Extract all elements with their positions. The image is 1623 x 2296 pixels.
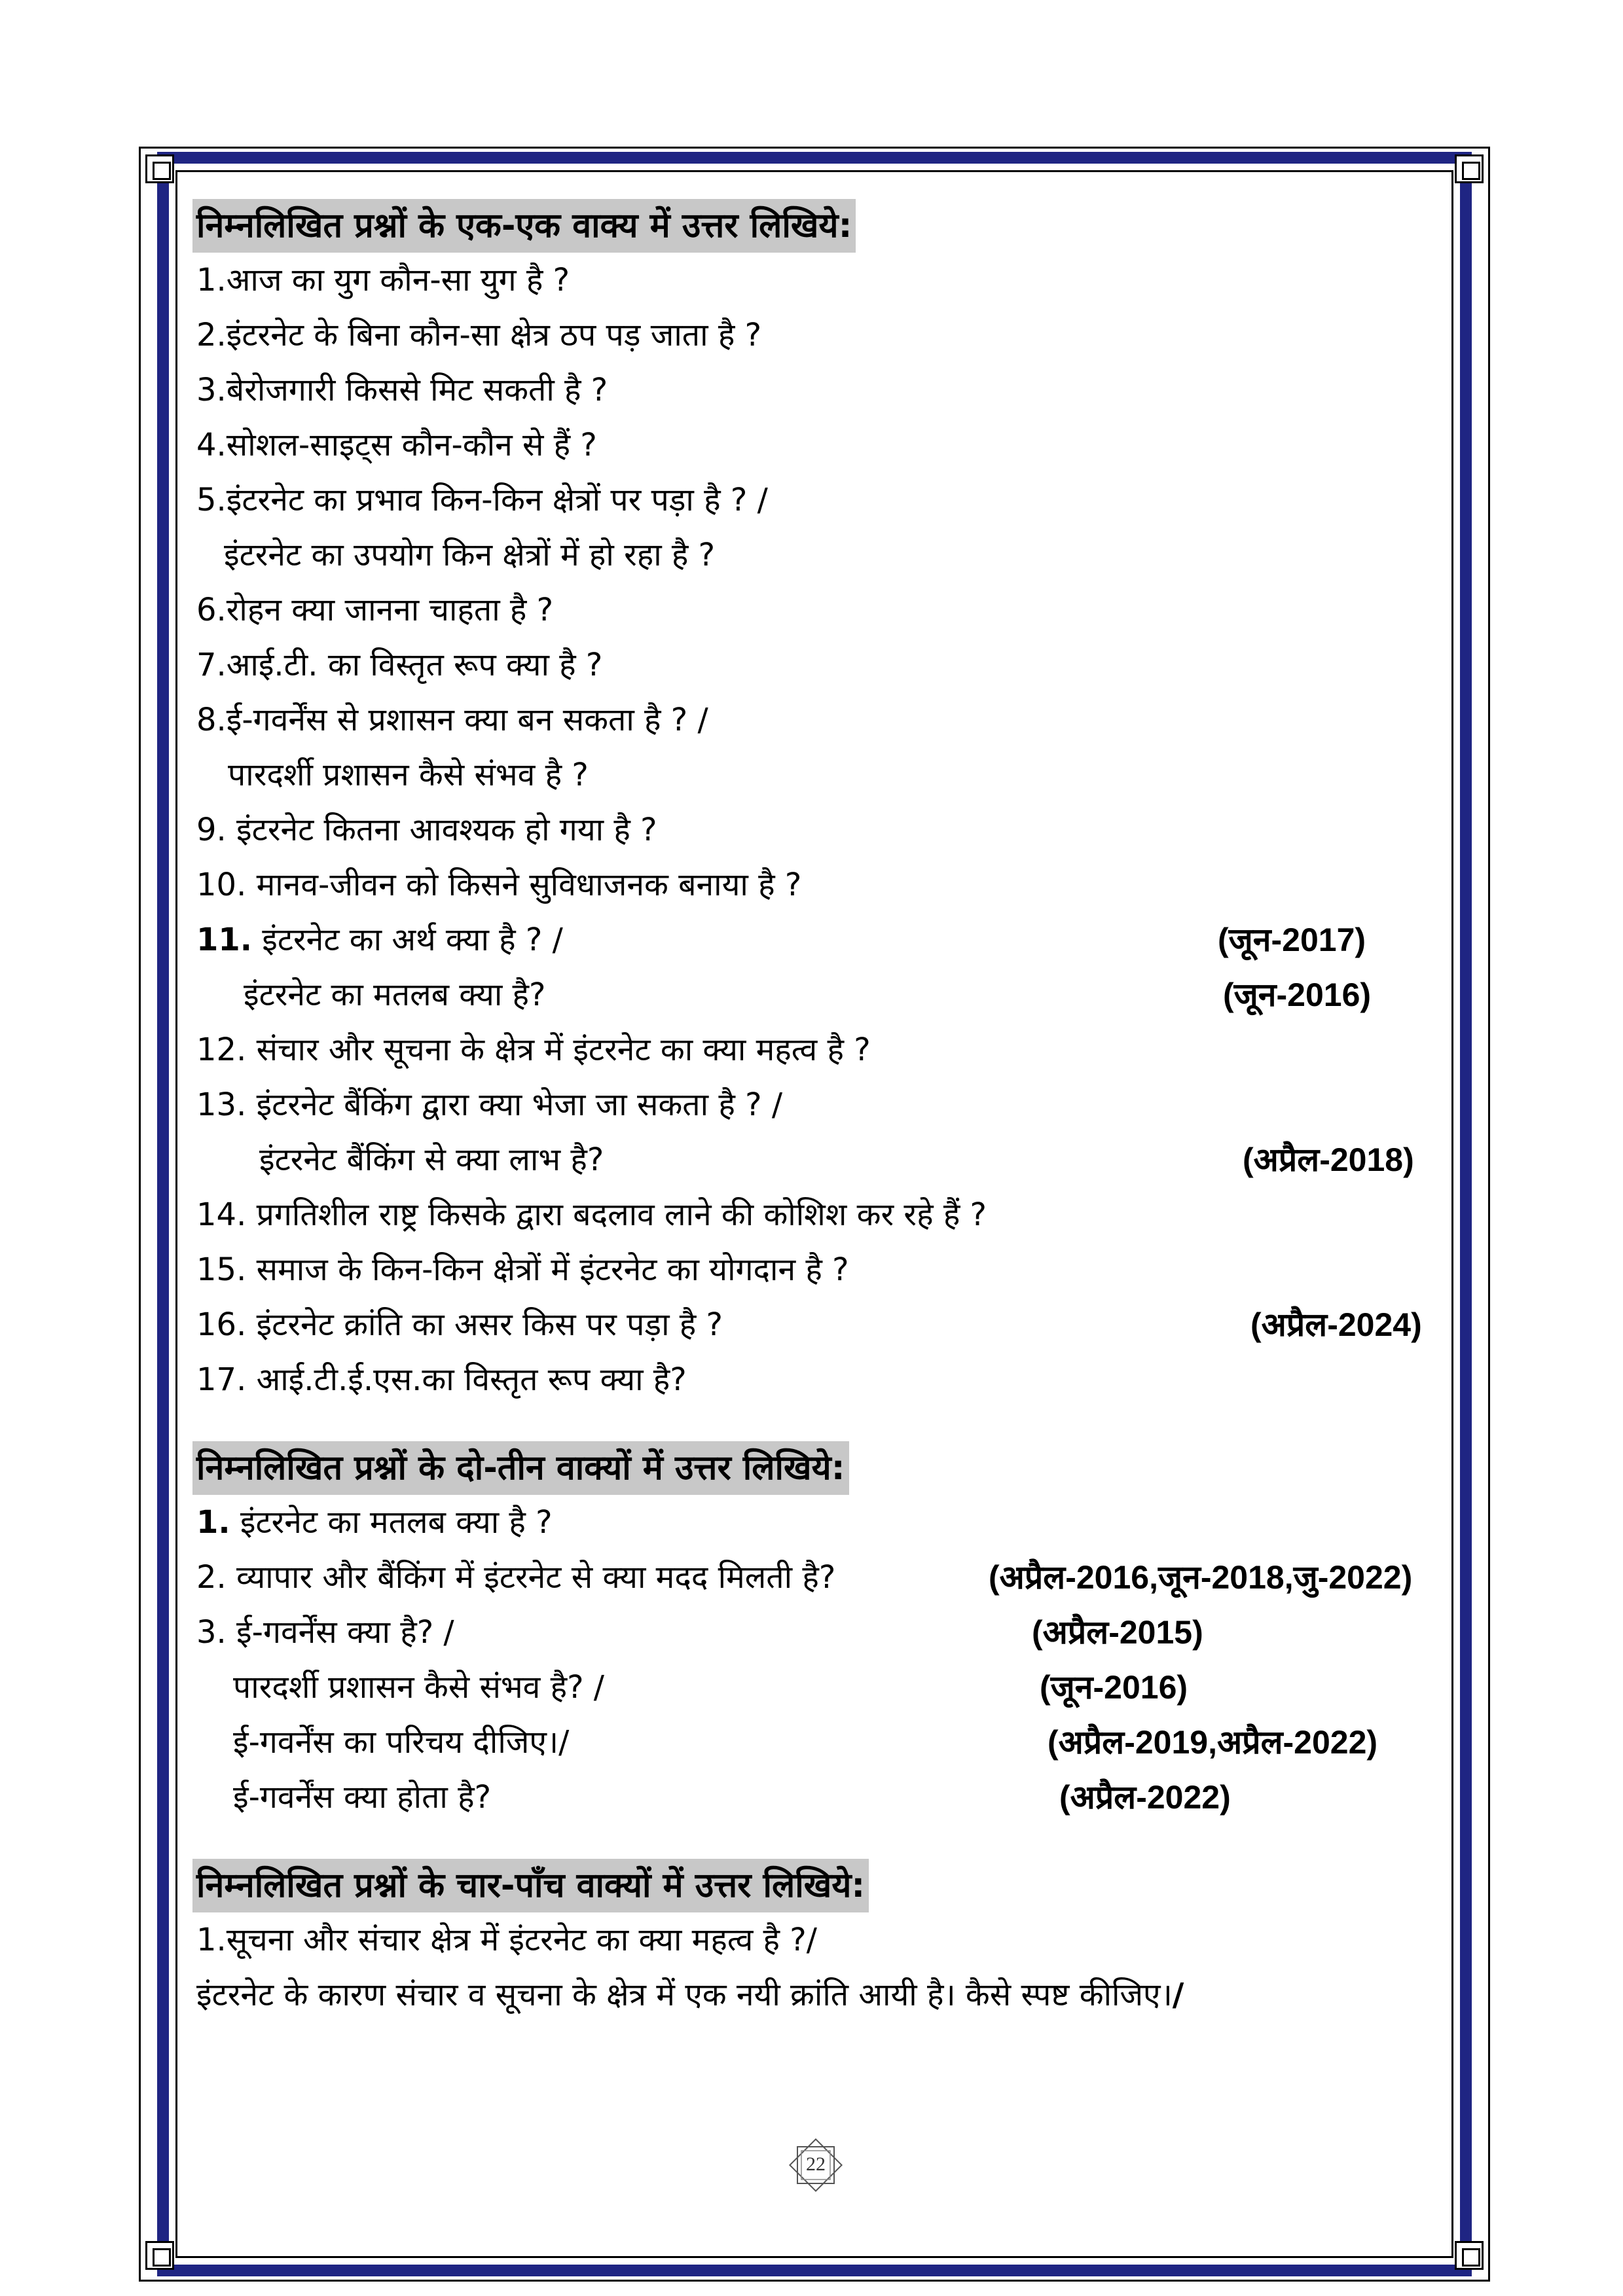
section-heading: निम्नलिखित प्रश्नों के दो-तीन वाक्यों में उत्तर लिखिये: — [192, 1441, 849, 1495]
page-content — [196, 199, 1440, 2022]
question-line: इंटरनेट का मतलब क्या है? (जून-2016) — [196, 967, 1440, 1022]
question-line: 3.बेरोजगारी किससे मिट सकती है ? — [196, 372, 608, 408]
question-line: 6.रोहन क्या जानना चाहता है ? — [196, 592, 554, 628]
corner-ornament — [145, 154, 174, 183]
question-line: ई-गवर्नेंस का परिचय दीजिए।/ (अप्रैल-2019,अप्रैल-2022) — [196, 1715, 1440, 1770]
section-heading: निम्नलिखित प्रश्नों के चार-पाँच वाक्यों में उत्तर लिखिये: — [192, 1859, 869, 1912]
question-line: 15. समाज के किन-किन क्षेत्रों में इंटरनेट का योगदान है ? — [196, 1251, 849, 1288]
question-line: 13. इंटरनेट बैंकिंग द्वारा क्या भेजा जा सकता है ? / — [196, 1086, 782, 1123]
question-line: 16. इंटरनेट क्रांति का असर किस पर पड़ा है ? (अप्रैल-2024) — [196, 1297, 1440, 1352]
question-line: 10. मानव-जीवन को किसने सुविधाजनक बनाया है ? — [196, 867, 802, 903]
question-line: 12. संचार और सूचना के क्षेत्र में इंटरनेट का क्या महत्व है ? — [196, 1031, 871, 1068]
exam-date: (अप्रैल-2015) — [1032, 1614, 1203, 1651]
question-line: 1.आज का युग कौन-सा युग है ? — [196, 262, 570, 298]
question-line: पारदर्शी प्रशासन कैसे संभव है? / (जून-2016) — [196, 1660, 1440, 1715]
question-line: 5.इंटरनेट का प्रभाव किन-किन क्षेत्रों पर पड़ा है ? / — [196, 482, 768, 518]
section-four-five-sentences — [196, 1859, 1440, 2022]
question-line: 2. व्यापार और बैंकिंग में इंटरनेट से क्या मदद मिलती है? (अप्रैल-2016,जून-2018,जु-2022) — [196, 1550, 1440, 1605]
exam-date: (अप्रैल-2018) — [1243, 1141, 1414, 1178]
exam-date: (अप्रैल-2022) — [1059, 1779, 1231, 1816]
question-line: इंटरनेट बैंकिंग से क्या लाभ है? (अप्रैल-2018) — [196, 1132, 1440, 1187]
question-line: इंटरनेट का उपयोग किन क्षेत्रों में हो रहा है ? — [224, 537, 716, 573]
question-line: 17. आई.टी.ई.एस.का विस्तृत रूप क्या है? — [196, 1361, 687, 1398]
question-line: 7.आई.टी. का विस्तृत रूप क्या है ? — [196, 647, 603, 683]
page-number-badge — [786, 2135, 846, 2195]
page-number: 22 — [806, 2153, 826, 2175]
section-two-three-sentences — [196, 1441, 1440, 1825]
exam-date: (अप्रैल-2024) — [1250, 1306, 1422, 1343]
section-heading: निम्नलिखित प्रश्नों के एक-एक वाक्य में उत्तर लिखिये: — [192, 199, 856, 253]
question-line: 1. इंटरनेट का मतलब क्या है ? — [196, 1504, 553, 1541]
exam-date: (अप्रैल-2016,जून-2018,जु-2022) — [989, 1559, 1413, 1596]
question-line: पारदर्शी प्रशासन कैसे संभव है ? — [228, 757, 589, 793]
question-line: 4.सोशल-साइट्स कौन-कौन से हैं ? — [196, 427, 597, 463]
corner-ornament — [1455, 2241, 1484, 2270]
exam-date: (अप्रैल-2019,अप्रैल-2022) — [1048, 1724, 1378, 1761]
question-line: 11. इंटरनेट का अर्थ क्या है ? / (जून-2017) — [196, 912, 1440, 967]
exam-date: (जून-2017) — [1218, 922, 1366, 958]
corner-ornament — [145, 2241, 174, 2270]
corner-ornament — [1455, 154, 1484, 183]
question-line: इंटरनेट के कारण संचार व सूचना के क्षेत्र में एक नयी क्रांति आयी है। कैसे स्पष्ट कीजिए।/ — [196, 1977, 1184, 2013]
question-line: 3. ई-गवर्नेंस क्या है? / (अप्रैल-2015) — [196, 1605, 1440, 1660]
section-one-sentence — [196, 199, 1440, 1407]
question-line: ई-गवर्नेंस क्या होता है? (अप्रैल-2022) — [196, 1770, 1440, 1825]
question-line: 1.सूचना और संचार क्षेत्र में इंटरनेट का क्या महत्व है ?/ — [196, 1922, 817, 1958]
exam-date: (जून-2016) — [1040, 1669, 1188, 1706]
exam-date: (जून-2016) — [1223, 977, 1372, 1013]
question-line: 9. इंटरनेट कितना आवश्यक हो गया है ? — [196, 812, 657, 848]
question-line: 14. प्रगतिशील राष्ट्र किसके द्वारा बदलाव लाने की कोशिश कर रहे हैं ? — [196, 1196, 987, 1233]
question-line: 2.इंटरनेट के बिना कौन-सा क्षेत्र ठप पड़ जाता है ? — [196, 317, 762, 353]
question-line: 8.ई-गवर्नेंस से प्रशासन क्या बन सकता है ? / — [196, 702, 708, 738]
